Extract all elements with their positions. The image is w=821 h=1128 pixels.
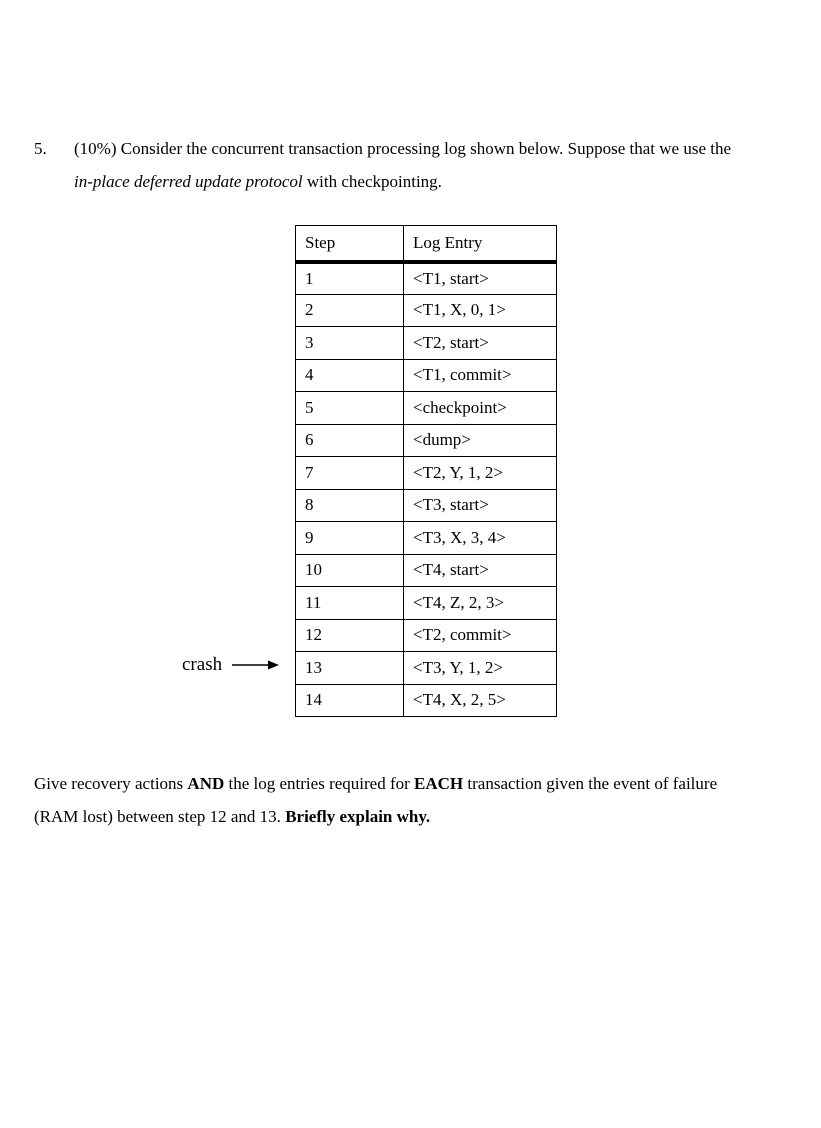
log-entry-cell: <T4, X, 2, 5> bbox=[404, 684, 557, 717]
question-number: 5. bbox=[34, 139, 47, 158]
log-entry-cell: <T1, commit> bbox=[404, 359, 557, 392]
right-arrow-icon bbox=[232, 659, 280, 671]
instructions-line-1 bbox=[34, 767, 794, 800]
table-row bbox=[296, 359, 557, 392]
instructions bbox=[34, 767, 794, 833]
table-row bbox=[296, 327, 557, 360]
log-entry-cell: <T2, commit> bbox=[404, 619, 557, 652]
step-cell: 13 bbox=[296, 652, 404, 685]
bold-and: AND bbox=[187, 774, 225, 793]
bold-explain: Briefly explain why. bbox=[285, 807, 431, 826]
log-entry-cell: <T2, Y, 1, 2> bbox=[404, 457, 557, 490]
step-cell: 9 bbox=[296, 522, 404, 555]
table-row bbox=[296, 392, 557, 425]
log-entry-cell: <T3, X, 3, 4> bbox=[404, 522, 557, 555]
step-cell: 3 bbox=[296, 327, 404, 360]
step-cell: 6 bbox=[296, 424, 404, 457]
log-entry-cell: <T4, Z, 2, 3> bbox=[404, 587, 557, 620]
log-table-container bbox=[295, 225, 557, 717]
table-header-row bbox=[296, 226, 557, 262]
log-entry-cell: <T3, Y, 1, 2> bbox=[404, 652, 557, 685]
log-entry-cell: <checkpoint> bbox=[404, 392, 557, 425]
log-entry-cell: <T1, X, 0, 1> bbox=[404, 294, 557, 327]
step-cell: 2 bbox=[296, 294, 404, 327]
table-row bbox=[296, 424, 557, 457]
question-text: (10%) Consider the concurrent transaction processing log shown below. Suppose that we use the bbox=[74, 139, 732, 158]
table-row bbox=[296, 294, 557, 327]
log-table-body bbox=[296, 262, 557, 717]
step-cell: 10 bbox=[296, 554, 404, 587]
step-cell: 4 bbox=[296, 359, 404, 392]
question-line-1 bbox=[34, 132, 794, 165]
step-cell: 14 bbox=[296, 684, 404, 717]
table-row bbox=[296, 262, 557, 295]
protocol-name: in-place deferred update protocol bbox=[74, 172, 303, 191]
text-segment: the log entries required for bbox=[224, 774, 415, 793]
table-row bbox=[296, 457, 557, 490]
text-segment: transaction given the event of failure bbox=[463, 774, 718, 793]
table-row bbox=[296, 587, 557, 620]
step-cell: 8 bbox=[296, 489, 404, 522]
table-row bbox=[296, 522, 557, 555]
crash-marker bbox=[182, 651, 280, 679]
header-step: Step bbox=[296, 226, 404, 262]
log-entry-cell: <T3, start> bbox=[404, 489, 557, 522]
log-entry-cell: <dump> bbox=[404, 424, 557, 457]
crash-label: crash bbox=[182, 654, 223, 675]
step-cell: 1 bbox=[296, 262, 404, 295]
table-row bbox=[296, 554, 557, 587]
bold-each: EACH bbox=[414, 774, 464, 793]
log-table bbox=[295, 225, 557, 717]
question-line-2 bbox=[34, 165, 794, 198]
text-segment: (RAM lost) between step 12 and 13. bbox=[34, 807, 286, 826]
table-row bbox=[296, 684, 557, 717]
step-cell: 12 bbox=[296, 619, 404, 652]
instructions-line-2 bbox=[34, 800, 794, 833]
step-cell: 7 bbox=[296, 457, 404, 490]
log-entry-cell: <T2, start> bbox=[404, 327, 557, 360]
table-row bbox=[296, 652, 557, 685]
question-text-rest: with checkpointing. bbox=[302, 172, 442, 191]
step-cell: 5 bbox=[296, 392, 404, 425]
text-segment: Give recovery actions bbox=[34, 774, 188, 793]
table-row bbox=[296, 619, 557, 652]
header-log-entry: Log Entry bbox=[404, 226, 557, 262]
log-entry-cell: <T1, start> bbox=[404, 262, 557, 295]
table-row bbox=[296, 489, 557, 522]
log-entry-cell: <T4, start> bbox=[404, 554, 557, 587]
question-block bbox=[34, 132, 794, 198]
step-cell: 11 bbox=[296, 587, 404, 620]
